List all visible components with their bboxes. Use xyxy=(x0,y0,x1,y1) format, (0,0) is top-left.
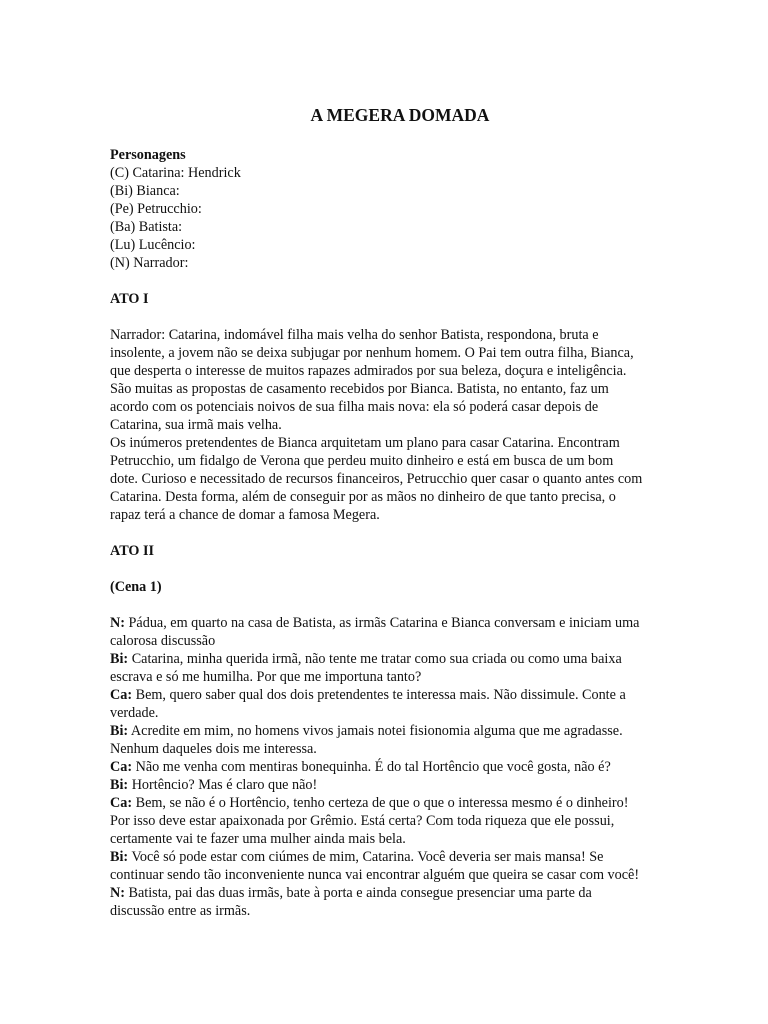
dialogue-line xyxy=(110,668,700,686)
dialogue-line xyxy=(110,830,700,848)
dialogue-line xyxy=(110,866,700,884)
dialogue-text: Hortêncio? Mas é claro que não! xyxy=(131,777,318,793)
narration-line: insolente, a jovem não se deixa subjugar por nenhum homem. O Pai tem outra filha, Bianca, xyxy=(110,345,634,361)
dialogue-text: Catarina, minha querida irmã, não tente me tratar como sua criada ou como uma baixa xyxy=(131,651,622,667)
narration-line: Catarina, sua irmã mais velha. xyxy=(110,417,282,433)
dialogue-line xyxy=(110,614,700,632)
dialogue-line xyxy=(110,740,700,758)
narration-line: São muitas as propostas de casamento recebidos por Bianca. Batista, no entanto, faz um xyxy=(110,381,609,397)
speaker-label: N: xyxy=(110,885,125,901)
character-item: (N) Narrador: xyxy=(110,255,189,271)
dialogue-line xyxy=(110,848,700,866)
character-item: (C) Catarina: Hendrick xyxy=(110,165,241,181)
characters-section xyxy=(110,146,700,272)
speaker-label: Bi: xyxy=(110,777,129,793)
act1-narration xyxy=(110,326,700,524)
dialogue-line xyxy=(110,650,700,668)
dialogue-text: Não me venha com mentiras bonequinha. É do tal Hortêncio que você gosta, não é? xyxy=(135,759,611,775)
narration-line: acordo com os potenciais noivos de sua filha mais nova: ela só poderá casar depois de xyxy=(110,399,599,415)
act1-heading: ATO I xyxy=(110,291,149,307)
dialogue-line xyxy=(110,812,700,830)
dialogue-text: escrava e só me humilha. Por que me importuna tanto? xyxy=(110,669,422,685)
speaker-label: N: xyxy=(110,615,125,631)
character-item: (Lu) Lucêncio: xyxy=(110,237,196,253)
scene-heading: (Cena 1) xyxy=(110,579,162,595)
dialogue-text: Batista, pai das duas irmãs, bate à porta e ainda consegue presenciar uma parte da xyxy=(128,885,592,901)
narration-line: Os inúmeros pretendentes de Bianca arquitetam um plano para casar Catarina. Encontram xyxy=(110,435,620,451)
dialogue-line xyxy=(110,686,700,704)
dialogue-line xyxy=(110,776,700,794)
dialogue-text: Bem, se não é o Hortêncio, tenho certeza de que o que o interessa mesmo é o dinheiro! xyxy=(135,795,629,811)
dialogue-line xyxy=(110,722,700,740)
dialogue-line xyxy=(110,902,700,920)
characters-heading: Personagens xyxy=(110,147,186,163)
dialogue-text: continuar sendo tão inconveniente nunca vai encontrar alguém que queira se casar com você! xyxy=(110,867,640,883)
dialogue-text: Acredite em mim, no homens vivos jamais notei fisionomia alguma que me agradasse. xyxy=(130,723,623,739)
dialogue-text: calorosa discussão xyxy=(110,633,216,649)
document-title: A MEGERA DOMADA xyxy=(310,105,490,125)
narration-line: Narrador: Catarina, indomável filha mais velha do senhor Batista, respondona, bruta e xyxy=(110,327,599,343)
character-item: (Pe) Petrucchio: xyxy=(110,201,202,217)
dialogue-line xyxy=(110,704,700,722)
dialogue-text: Pádua, em quarto na casa de Batista, as irmãs Catarina e Bianca conversam e iniciam uma xyxy=(128,615,640,631)
narration-line: rapaz terá a chance de domar a famosa Megera. xyxy=(110,507,380,523)
dialogue-text: Por isso deve estar apaixonada por Grêmio. Está certa? Com toda riqueza que ele possui, xyxy=(110,813,615,829)
dialogue-line xyxy=(110,884,700,902)
narration-line: dote. Curioso e necessitado de recursos financeiros, Petrucchio quer casar o quanto antes com xyxy=(110,471,643,487)
dialogue-line xyxy=(110,758,700,776)
speaker-label: Ca: xyxy=(110,687,133,703)
act2-heading: ATO II xyxy=(110,543,155,559)
narration-line: Catarina. Desta forma, além de conseguir por as mãos no dinheiro de que tanto precisa, o xyxy=(110,489,616,505)
dialogue-text: verdade. xyxy=(110,705,159,721)
speaker-label: Ca: xyxy=(110,759,133,775)
dialogue-text: discussão entre as irmãs. xyxy=(110,903,251,919)
dialogue-text: Bem, quero saber qual dos dois pretendentes te interessa mais. Não dissimule. Conte a xyxy=(135,687,626,703)
speaker-label: Bi: xyxy=(110,651,129,667)
dialogue-line xyxy=(110,794,700,812)
act2-dialogue xyxy=(110,614,700,920)
dialogue-line xyxy=(110,632,700,650)
narration-line: que desperta o interesse de muitos rapazes admirados por sua beleza, doçura e inteligência. xyxy=(110,363,627,379)
character-item: (Bi) Bianca: xyxy=(110,183,180,199)
speaker-label: Ca: xyxy=(110,795,133,811)
narration-line: Petrucchio, um fidalgo de Verona que perdeu muito dinheiro e está em busca de um bom xyxy=(110,453,614,469)
document-page xyxy=(110,104,700,920)
speaker-label: Bi: xyxy=(110,723,129,739)
dialogue-text: Nenhum daqueles dois me interessa. xyxy=(110,741,317,757)
dialogue-text: certamente vai te fazer uma mulher ainda mais bela. xyxy=(110,831,406,847)
character-item: (Ba) Batista: xyxy=(110,219,183,235)
speaker-label: Bi: xyxy=(110,849,129,865)
dialogue-text: Você só pode estar com ciúmes de mim, Catarina. Você deveria ser mais mansa! Se xyxy=(131,849,604,865)
